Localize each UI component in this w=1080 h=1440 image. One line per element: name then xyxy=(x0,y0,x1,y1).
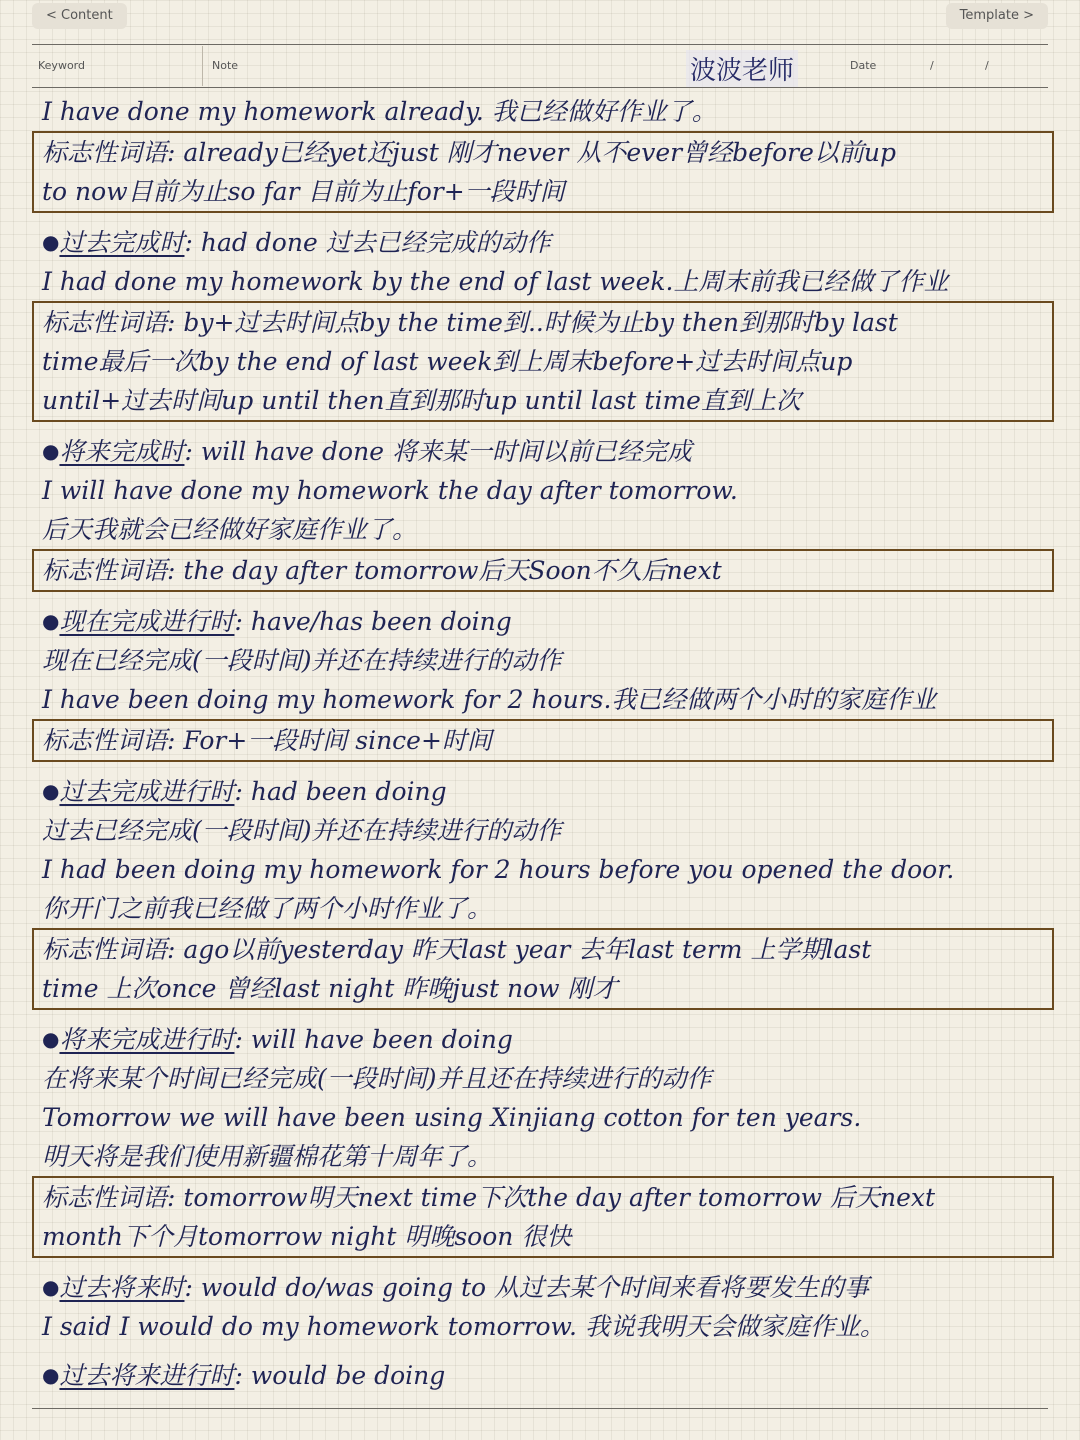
example-translation: 后天我就会已经做好家庭作业了。 xyxy=(42,515,418,544)
header-top-rule xyxy=(32,44,1048,45)
example-sentence: I have been doing my homework for 2 hours.我已经做两个小时的家庭作业 xyxy=(42,685,937,714)
teacher-name: 波波老师 xyxy=(686,50,798,87)
bullet-icon: ● xyxy=(42,1027,60,1051)
tense-description: 过去已经完成(一段时间)并还在持续进行的动作 xyxy=(42,816,562,845)
note-label: Note xyxy=(212,59,239,72)
tense-term: 过去将来时 xyxy=(59,1273,185,1302)
signal-words-line: 标志性词语: already已经yet还just 刚才never 从不ever曾经before以前up xyxy=(42,138,897,167)
tense-formula: : would do/was going to 从过去某个时间来看将要发生的事 xyxy=(184,1273,870,1302)
signal-words-line: time 上次once 曾经last night 昨晚just now 刚才 xyxy=(42,974,618,1003)
tense-formula: : had been doing xyxy=(234,777,447,806)
signal-words-box xyxy=(32,719,1054,762)
back-to-content-button[interactable]: < Content xyxy=(32,3,127,29)
tense-formula: : have/has been doing xyxy=(234,607,512,636)
bullet-icon: ● xyxy=(42,609,60,633)
example-sentence: I said I would do my homework tomorrow. 我说我明天会做家庭作业。 xyxy=(42,1312,885,1341)
example-sentence: I had been doing my homework for 2 hours before you opened the door. xyxy=(42,855,955,884)
date-separator: / xyxy=(930,59,934,72)
signal-words-line: 标志性词语: For+一段时间 since+时间 xyxy=(42,726,492,755)
example-translation: 你开门之前我已经做了两个小时作业了。 xyxy=(42,894,493,923)
tense-heading-future-continuous-in-past xyxy=(42,1356,1054,1395)
date-separator: / xyxy=(985,59,989,72)
signal-words-line: month下个月tomorrow night 明晚soon 很快 xyxy=(42,1222,572,1251)
bullet-icon: ● xyxy=(42,230,60,254)
note-header xyxy=(32,46,1048,86)
signal-words-line: to now目前为止so far 目前为止for+一段时间 xyxy=(42,177,565,206)
tense-formula: : would be doing xyxy=(234,1361,446,1390)
tense-term: 过去完成时 xyxy=(59,228,185,257)
tense-heading-past-perfect-continuous xyxy=(42,772,1054,811)
example-sentence: I have done my homework already. 我已经做好作业了。 xyxy=(42,97,717,126)
bullet-icon: ● xyxy=(42,1275,60,1299)
date-label: Date xyxy=(850,59,877,72)
example-sentence: I had done my homework by the end of last week.上周末前我已经做了作业 xyxy=(42,267,949,296)
tense-term: 过去完成进行时 xyxy=(59,777,235,806)
signal-words-line: time最后一次by the end of last week到上周末before+过去时间点up xyxy=(42,347,853,376)
tense-heading-past-perfect xyxy=(42,223,1054,262)
signal-words-line: 标志性词语: ago以前yesterday 昨天last year 去年last term 上学期last xyxy=(42,935,872,964)
bullet-icon: ● xyxy=(42,439,60,463)
tense-term: 现在完成进行时 xyxy=(59,607,235,636)
header-bottom-rule xyxy=(32,87,1048,88)
template-button[interactable]: Template > xyxy=(946,3,1048,29)
tense-formula: : will have been doing xyxy=(234,1025,513,1054)
tense-term: 将来完成进行时 xyxy=(59,1025,235,1054)
signal-words-line: 标志性词语: tomorrow明天next time下次the day after tomorrow 后天next xyxy=(42,1183,936,1212)
footer-rule xyxy=(32,1408,1048,1409)
top-bar xyxy=(32,0,1048,34)
bullet-icon: ● xyxy=(42,1363,60,1387)
tense-term: 将来完成时 xyxy=(59,437,185,466)
example-translation: 明天将是我们使用新疆棉花第十周年了。 xyxy=(42,1142,493,1171)
signal-words-box xyxy=(32,301,1054,422)
tense-formula: : had done 过去已经完成的动作 xyxy=(184,228,551,257)
tense-heading-future-perfect-continuous xyxy=(42,1020,1054,1059)
bullet-icon: ● xyxy=(42,779,60,803)
signal-words-line: 标志性词语: by+过去时间点by the time到..时候为止by then到那时by last xyxy=(42,308,898,337)
signal-words-box xyxy=(32,131,1054,213)
note-body xyxy=(42,92,1054,1395)
tense-formula: : will have done 将来某一时间以前已经完成 xyxy=(184,437,692,466)
tense-heading-future-in-past xyxy=(42,1268,1054,1307)
example-sentence: I will have done my homework the day after tomorrow. xyxy=(42,476,738,505)
signal-words-line: until+过去时间up until then直到那时up until last time直到上次 xyxy=(42,386,801,415)
signal-words-box xyxy=(32,549,1054,592)
signal-words-box xyxy=(32,928,1054,1010)
tense-heading-future-perfect xyxy=(42,432,1054,471)
header-divider xyxy=(202,46,203,86)
tense-term: 过去将来进行时 xyxy=(59,1361,235,1390)
keyword-label: Keyword xyxy=(38,59,85,72)
signal-words-box xyxy=(32,1176,1054,1258)
example-sentence: Tomorrow we will have been using Xinjiang cotton for ten years. xyxy=(42,1103,862,1132)
signal-words-line: 标志性词语: the day after tomorrow后天Soon不久后next xyxy=(42,556,722,585)
tense-description: 在将来某个时间已经完成(一段时间)并且还在持续进行的动作 xyxy=(42,1064,712,1093)
tense-description: 现在已经完成(一段时间)并还在持续进行的动作 xyxy=(42,646,562,675)
tense-heading-present-perfect-continuous xyxy=(42,602,1054,641)
